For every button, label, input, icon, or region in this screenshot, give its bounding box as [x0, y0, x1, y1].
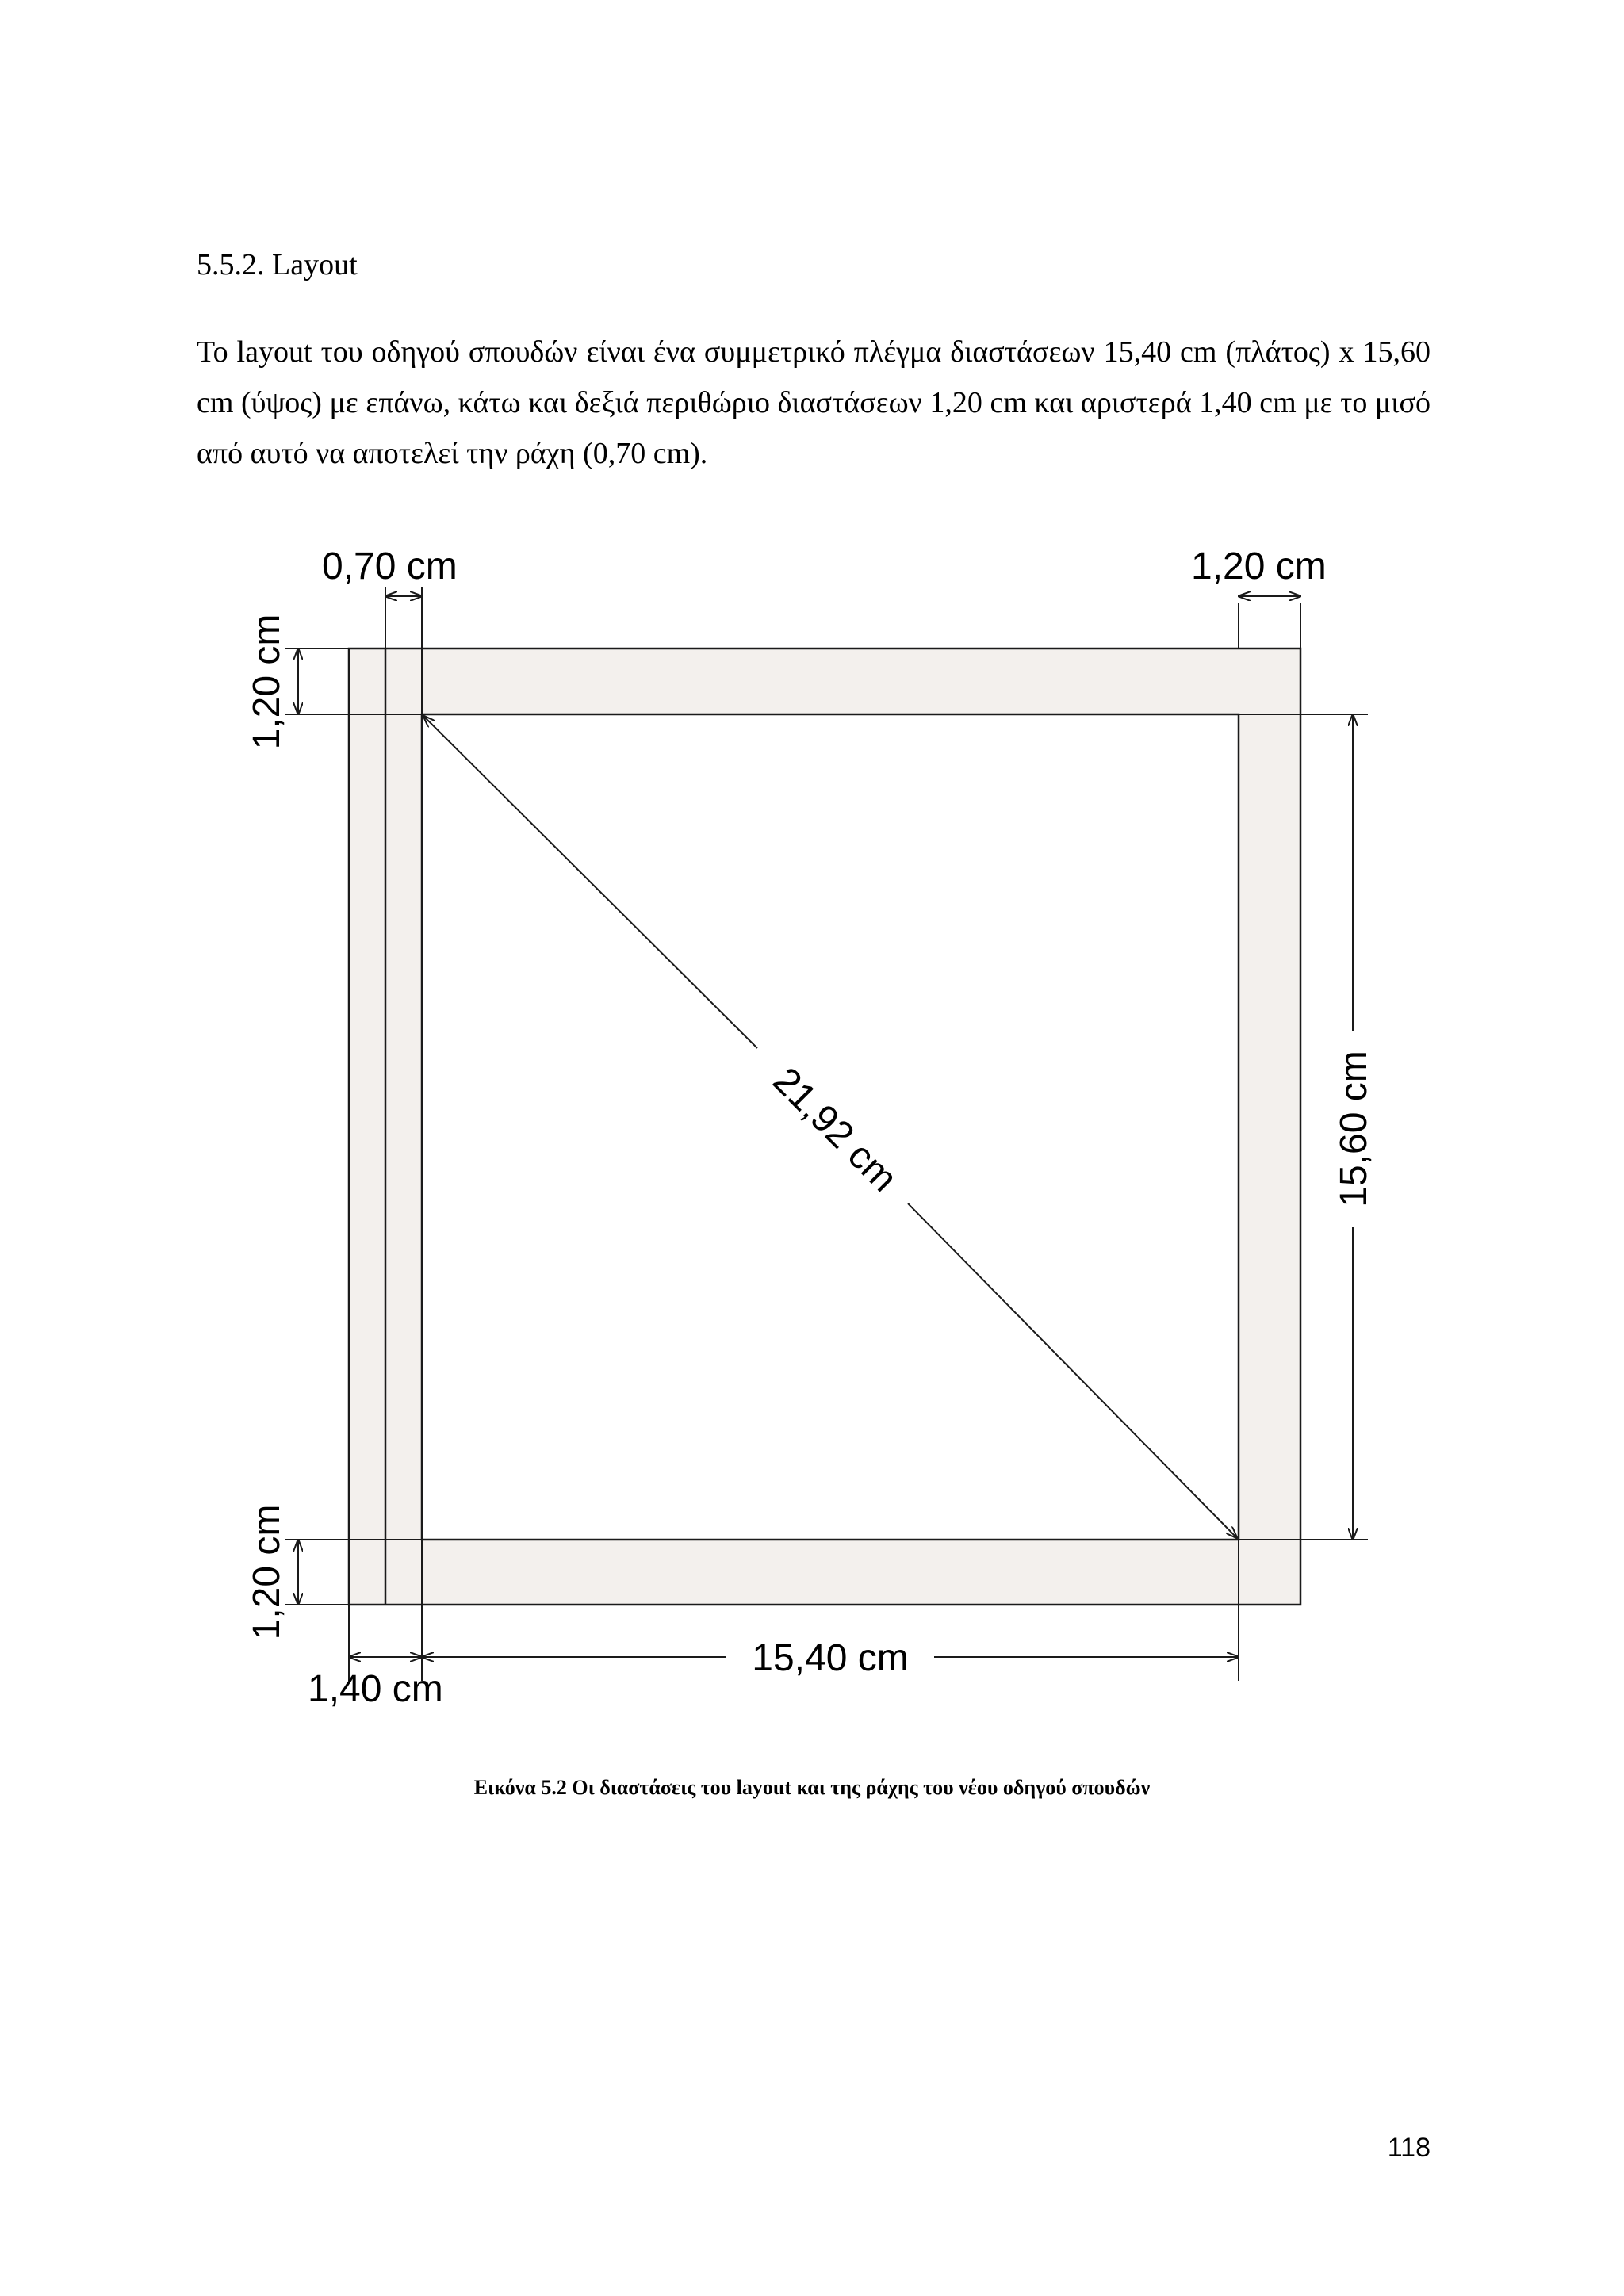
section-heading: 5.5.2. Layout [197, 248, 358, 281]
label-height: 15,60 cm [1333, 1050, 1375, 1207]
label-spine: 0,70 cm [322, 545, 458, 587]
figure-caption: Εικόνα 5.2 Οι διαστάσεις του layout και της ράχης του νέου οδηγού σπουδών [473, 1776, 1151, 1799]
body-paragraph: Το layout του οδηγού σπουδών είναι ένα συμμετρικό πλέγμα διαστάσεων 15,40 cm (πλάτος) x 15,60 cm (ύψος) με επάνω, κάτω και δεξιά περιθώριο διαστάσεων 1,20 cm και αριστερά 1,40 cm με το μισό από αυτό να αποτελεί την ράχη (0,70 cm). [197, 335, 1431, 470]
label-top-margin: 1,20 cm [246, 614, 288, 750]
label-diagonal: 21,92 cm [764, 1059, 906, 1200]
label-width: 15,40 cm [752, 1637, 909, 1679]
page-number: 118 [1387, 2133, 1431, 2163]
label-left-margin: 1,40 cm [308, 1668, 443, 1710]
label-right-margin: 1,20 cm [1191, 545, 1327, 587]
label-bottom-margin: 1,20 cm [246, 1504, 288, 1640]
